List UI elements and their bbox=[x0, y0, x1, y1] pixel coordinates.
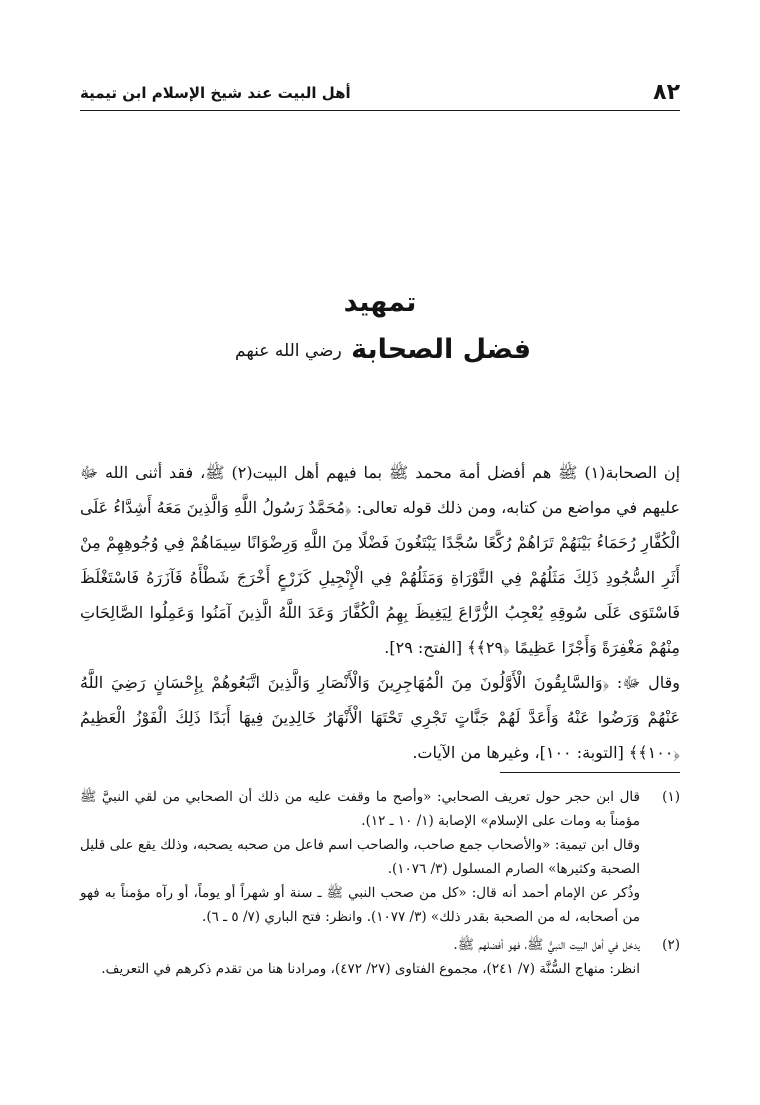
body-text bbox=[80, 455, 680, 770]
chapter-label: تمهيد bbox=[343, 287, 417, 318]
page-number: ٨٢ bbox=[653, 80, 680, 105]
honorific-ligature: رضي الله عنهم bbox=[235, 340, 342, 361]
chapter-title-text: فضل الصحابة bbox=[351, 334, 531, 365]
footnote-2 bbox=[80, 933, 680, 981]
footnote-number: (٢) bbox=[662, 937, 680, 953]
footnote-separator bbox=[500, 772, 680, 773]
chapter-title bbox=[0, 332, 760, 369]
body-paragraph-2: وقال ﷻ: ﴿وَالسَّابِقُونَ الْأَوَّلُونَ مِنَ الْمُهَاجِرِينَ وَالْأَنْصَارِ وَالَّذِينَ اتَّبَعُوهُمْ بِإِحْسَانٍ رَضِيَ اللَّهُ عَنْهُمْ وَرَضُوا عَنْهُ وَأَعَدَّ لَهُمْ جَنَّاتٍ تَجْرِي تَحْتَهَا الْأَنْهَارُ خَالِدِينَ فِيهَا أَبَدًا ذَلِكَ الْفَوْزُ الْعَظِيمُ ﴿١٠٠﴾﴾ [التوبة: ١٠٠]، وغيرها من الآيات. bbox=[80, 673, 680, 762]
footnote-line: وذُكر عن الإمام أحمد أنه قال: «كل من صحب النبي ﷺ ـ سنة أو شهراً أو يوماً، أو رآه مؤمناً به فهو من أصحابه، له من الصحبة بقدر ذلك» (٣/ ١٠٧٧). وانظر: فتح الباري (٧/ ٥ ـ ٦). bbox=[80, 885, 640, 925]
footnote-line: يدخل في أهل البيت النبيُّ ﷺ، فهو أفضلهم ﷺ. bbox=[453, 937, 640, 953]
footnote-line: وقال ابن تيمية: «والأصحاب جمع صاحب، والصاحب اسم فاعل من صحبه يصحبه، وذلك يقع على قليل الصحبة وكثيرها» الصارم المسلول (٣/ ١٠٧٦). bbox=[80, 837, 640, 877]
book-title: أهل البيت عند شيخ الإسلام ابن تيمية bbox=[80, 84, 351, 102]
running-header bbox=[80, 80, 680, 112]
footnote-line: انظر: منهاج السُّنَّة (٧/ ٢٤١)، مجموع الفتاوى (٢٧/ ٤٧٢)، ومرادنا هنا من تقدم ذكرهم في التعريف. bbox=[101, 961, 640, 977]
header-rule bbox=[80, 110, 680, 111]
footnotes bbox=[80, 785, 680, 981]
footnote-1 bbox=[80, 785, 680, 929]
footnote-number: (١) bbox=[662, 789, 680, 805]
footnote-line: قال ابن حجر حول تعريف الصحابي: «وأصح ما وقفت عليه من ذلك أن الصحابي من لقي النبيَّ ﷺ مؤمناً به ومات على الإسلام» الإصابة (١/ ١٠ ـ ١٢). bbox=[80, 789, 640, 829]
body-paragraph-1: إن الصحابة(١) ﷺ هم أفضل أمة محمد ﷺ بما فيهم أهل البيت(٢) ﷺ، فقد أثنى الله ﷻ عليهم في مواضع من كتابه، ومن ذلك قوله تعالى: ﴿مُحَمَّدٌ رَسُولُ اللَّهِ وَالَّذِينَ مَعَهُ أَشِدَّاءُ عَلَى الْكُفَّارِ رُحَمَاءُ بَيْنَهُمْ تَرَاهُمْ رُكَّعًا سُجَّدًا يَبْتَغُونَ فَضْلًا مِنَ اللَّهِ وَرِضْوَانًا سِيمَاهُمْ فِي وُجُوهِهِمْ مِنْ أَثَرِ السُّجُودِ ذَلِكَ مَثَلُهُمْ فِي التَّوْرَاةِ وَمَثَلُهُمْ فِي الْإِنْجِيلِ كَزَرْعٍ أَخْرَجَ شَطْأَهُ فَآزَرَهُ فَاسْتَغْلَظَ فَاسْتَوَى عَلَى سُوقِهِ يُعْجِبُ الزُّرَّاعَ لِيَغِيظَ بِهِمُ الْكُفَّارَ وَعَدَ اللَّهُ الَّذِينَ آمَنُوا وَعَمِلُوا الصَّالِحَاتِ مِنْهُمْ مَغْفِرَةً وَأَجْرًا عَظِيمًا ﴿٢٩﴾﴾ [الفتح: ٢٩]. bbox=[80, 463, 681, 657]
